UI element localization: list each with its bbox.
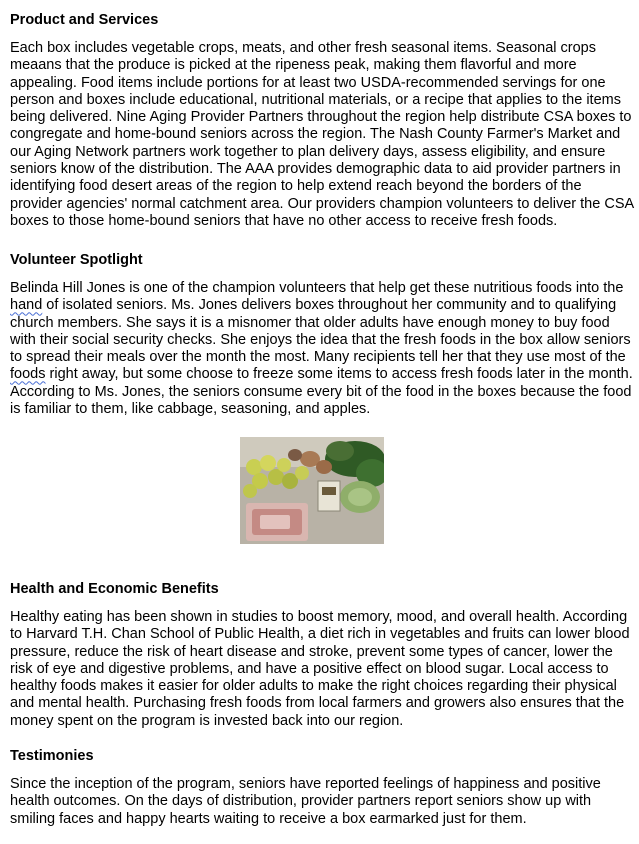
produce-photo-illustration <box>240 437 384 544</box>
spellcheck-word-hand: hand <box>10 297 43 314</box>
produce-box-photo <box>240 437 384 544</box>
paragraph-text-b: of isolated seniors. Ms. Jones delivers boxes throughout her community and to qualifying church members. She says it is a misnomer that older adults have enough money to buy food with their social security checks. She enjoys the idea that the fresh foods in the box allow seniors to spread their meals over the month the most. Many recipients tell her that they use most of the <box>10 297 631 366</box>
heading-health-benefits: Health and Economic Benefits <box>10 581 219 597</box>
spellcheck-word-foods: foods <box>10 366 46 383</box>
paragraph-text-c: right away, but some choose to freeze some items to access fresh foods later in the month. According to Ms. Jones, the seniors consume every bit of the food in the boxes because the food is familiar to them, like cabbage, seasoning, and apples. <box>10 366 633 418</box>
heading-volunteer-spotlight: Volunteer Spotlight <box>10 252 143 268</box>
paragraph-volunteer-spotlight <box>10 280 635 418</box>
paragraph-testimonies: Since the inception of the program, seniors have reported feelings of happiness and positive health outcomes. On the days of distribution, provider partners report seniors show up with smiling faces and happy hearts waiting to receive a box earmarked just for them. <box>10 776 601 827</box>
paragraph-health-benefits: Healthy eating has been shown in studies to boost memory, mood, and overall health. According to Harvard T.H. Chan School of Public Health, a diet rich in vegetables and fruits can lower blood pressure, reduce the risk of heart disease and stroke, prevent some types of cancer, lower the risk of eye and digestive problems, and have a positive effect on blood sugar. Local access to healthy foods makes it easier for older adults to make the right choices regarding their physical and mental health. Purchasing fresh foods from local farmers and growers also ensures that the money spent on the program is invested back into our region. <box>10 609 630 729</box>
heading-testimonies: Testimonies <box>10 748 94 764</box>
paragraph-text-a: Belinda Hill Jones is one of the champion volunteers that help get these nutritious foods into the <box>10 280 624 296</box>
paragraph-product-services: Each box includes vegetable crops, meats, and other fresh seasonal items. Seasonal crops meaans that the produce is picked at the ripeness peak, making them flavorful and more appealing. Food items include portions for at least two USDA-recommended servings for one person and boxes include educational, nutritional materials, or a recipe that applies to the items being delivered. Nine Aging Provider Partners throughout the region help distribute CSA boxes to congregate and home-bound seniors across the region. The Nash County Farmer's Market and our Aging Network partners work together to plan delivery days, assess eligibility, and ensure seniors know of the distribution. The AAA provides demographic data to aid provider partners in identifying food desert areas of the region to help extend reach beyond the borders of the provider agencies' normal catchment area. Our providers champion volunteers to deliver the CSA boxes to those home-bound seniors that have no other access to receive fresh foods. <box>10 40 634 229</box>
heading-product-services: Product and Services <box>10 12 159 28</box>
